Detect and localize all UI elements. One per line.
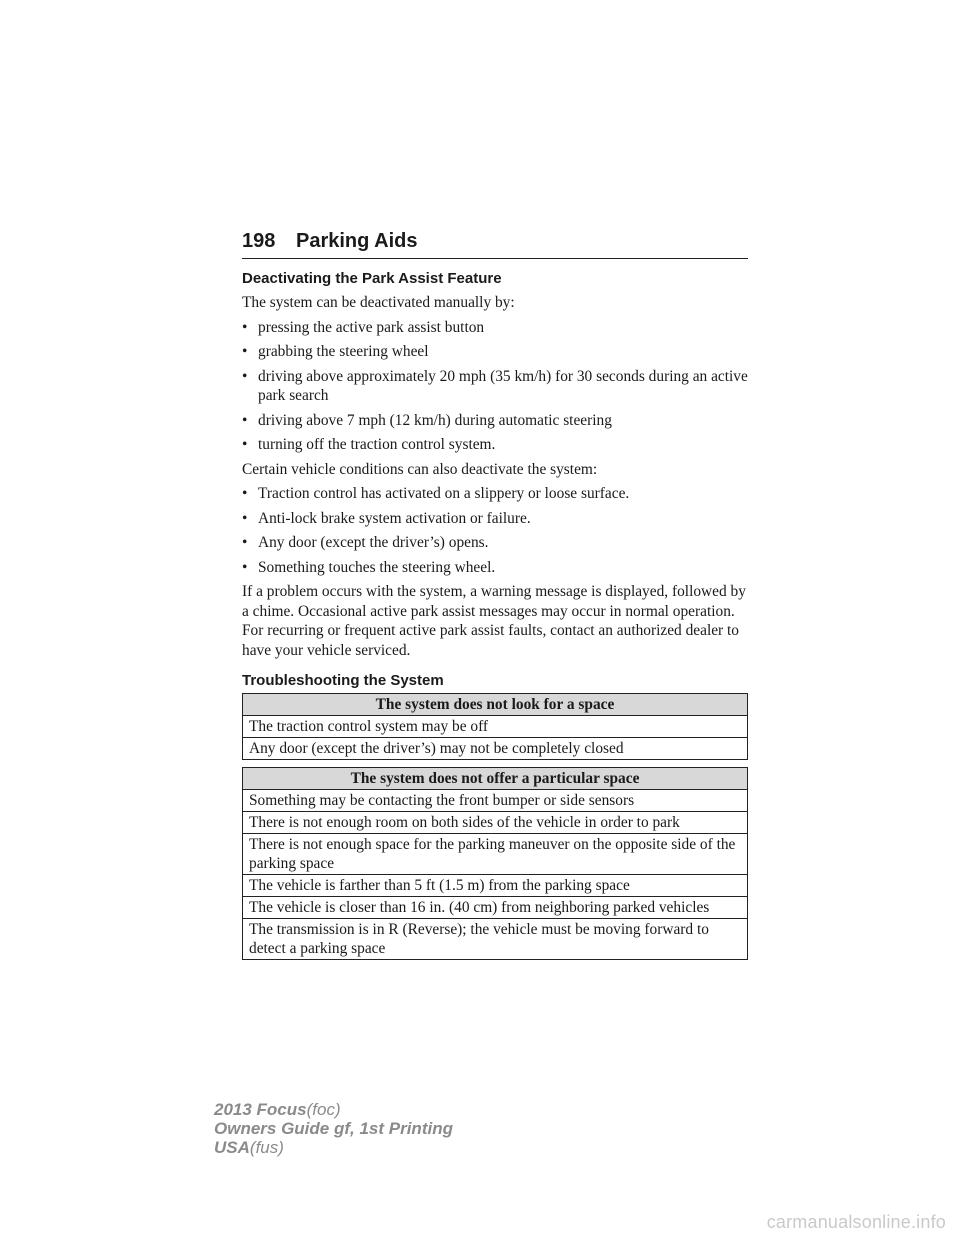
troubleshooting-table-no-search <box>242 693 748 760</box>
footer-guide: Owners Guide gf, 1st Printing <box>214 1119 453 1138</box>
table-row: The vehicle is farther than 5 ft (1.5 m) from the parking space <box>243 875 748 897</box>
deactivating-heading: Deactivating the Park Assist Feature <box>242 270 502 287</box>
footer-model: 2013 Focus <box>214 1100 307 1119</box>
table-row: The traction control system may be off <box>243 716 748 738</box>
table-row: The transmission is in R (Reverse); the vehicle must be moving forward to detect a parking space <box>243 919 748 960</box>
footer-market: USA <box>214 1138 250 1157</box>
table-header: The system does not offer a particular space <box>243 768 748 790</box>
conditions-intro: Certain vehicle conditions can also deactivate the system: <box>242 460 598 478</box>
list-item: • driving above 7 mph (12 km/h) during automatic steering <box>242 411 612 429</box>
list-item: • Any door (except the driver’s) opens. <box>242 534 489 551</box>
deactivating-intro: The system can be deactivated manually by: <box>242 294 515 311</box>
list-item: • grabbing the steering wheel <box>242 343 429 360</box>
manual-list <box>242 318 748 455</box>
list-item: • Anti-lock brake system activation or failure. <box>242 509 531 527</box>
page-content <box>242 270 748 960</box>
list-item: • Something touches the steering wheel. <box>242 558 496 576</box>
list-item: • pressing the active park assist button <box>242 318 485 336</box>
list-item: • Traction control has activated on a slippery or loose surface. <box>242 485 630 502</box>
table-row: The vehicle is closer than 16 in. (40 cm) from neighboring parked vehicles <box>243 897 748 919</box>
section-title: Parking Aids <box>296 230 418 252</box>
footer-model-code: (foc) <box>306 1100 341 1119</box>
problem-paragraph: If a problem occurs with the system, a warning message is displayed, followed by a chime. Occasional active park assist messages may occur in normal operation. For recurring or frequent active park assist faults, contact an authorized dealer to have your vehicle serviced. <box>242 583 746 659</box>
troubleshooting-heading: Troubleshooting the System <box>242 672 444 689</box>
table-row: There is not enough room on both sides of the vehicle in order to park <box>243 812 748 834</box>
table-header: The system does not look for a space <box>243 694 748 716</box>
list-item: • turning off the traction control system. <box>242 436 496 453</box>
troubleshooting-table-no-offer <box>242 767 748 960</box>
print-footer <box>214 1100 453 1157</box>
list-item: • driving above approximately 20 mph (35 km/h) for 30 seconds during an active park search <box>242 367 748 404</box>
table-row: Something may be contacting the front bumper or side sensors <box>243 790 748 812</box>
table-row: Any door (except the driver’s) may not be completely closed <box>243 738 748 760</box>
page-number: 198 <box>242 230 276 252</box>
watermark: carmanualsonline.info <box>766 1212 946 1232</box>
footer-market-code: (fus) <box>249 1138 284 1157</box>
page-header <box>242 228 748 259</box>
table-row: There is not enough space for the parking maneuver on the opposite side of the parking space <box>243 834 748 875</box>
conditions-list <box>242 484 748 577</box>
